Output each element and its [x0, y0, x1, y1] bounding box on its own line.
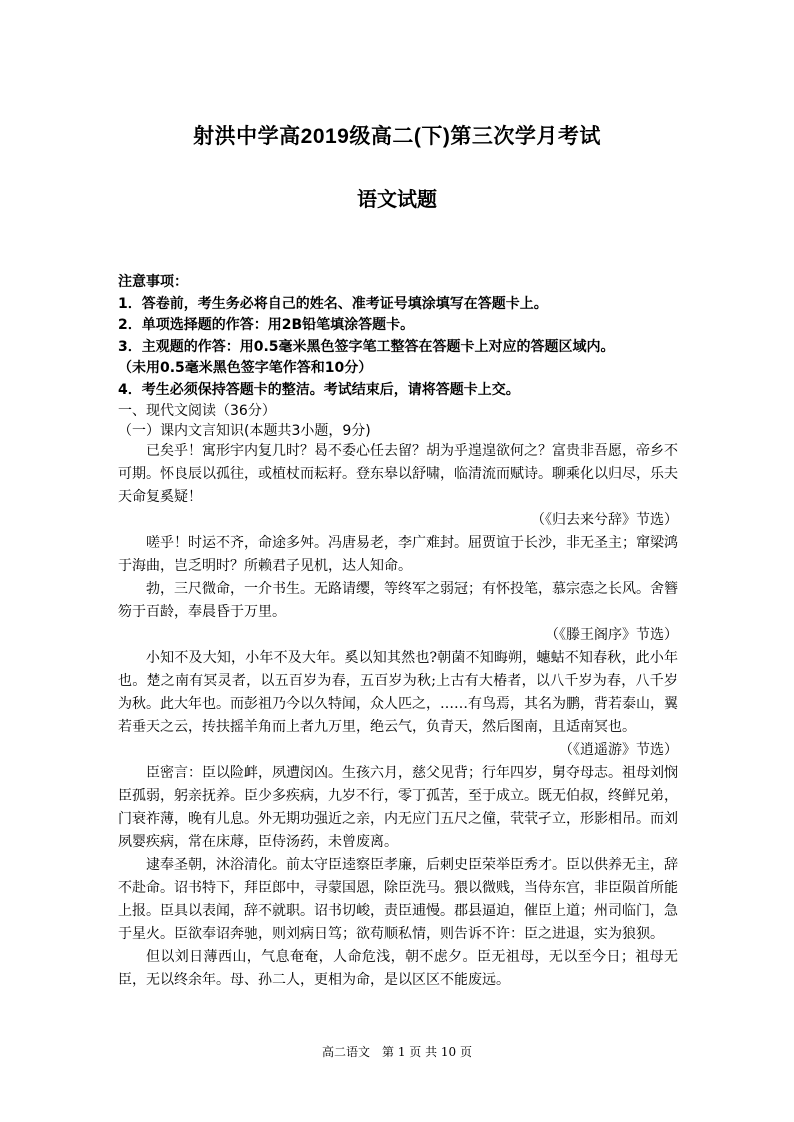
section-heading: 一、现代文阅读（36分） — [118, 403, 276, 419]
passage-paragraph: 嗟乎！时运不齐，命途多舛。冯唐易老，李广难封。屈贾谊于长沙，非无圣主；窜梁鸿于海曲，岂乏明时？所赖君子见机，达人知命。 — [118, 535, 678, 574]
notes-heading: 注意事项： — [118, 274, 188, 290]
page-footer: 高二语文 第 1 页 共 10 页 — [322, 1045, 472, 1059]
passage-source: （《归去来兮辞》节选） — [531, 512, 678, 528]
notes-item: 1．答卷前，考生务必将自己的姓名、准考证号填涂填写在答题卡上。 — [118, 295, 548, 312]
passage-source: （《逍遥游》节选） — [559, 742, 678, 758]
notes-item: （未用0.5毫米黑色签字笔作答和10分） — [118, 360, 373, 376]
passage-paragraph: 逮奉圣朝，沐浴清化。前太守臣逵察臣孝廉，后刺史臣荣举臣秀才。臣以供养无主，辞不赴命。诏书特下，拜臣郎中，寻蒙国恩，除臣洗马。猥以微贱，当侍东宫，非臣陨首所能上报。臣具以表闻，辞不就职。诏书切峻，责臣逋慢。郡县逼迫，催臣上道；州司临门，急于星火。臣欲奉诏奔驰，则刘病日笃；欲苟顺私情，则告诉不许：臣之进退，实为狼狈。 — [118, 857, 678, 942]
page-subtitle: 语文试题 — [357, 189, 437, 211]
notes-item: 3．主观题的作答：用0.5毫米黑色签字笔工整答在答题卡上对应的答题区域内。 — [118, 338, 615, 355]
passage-source: （《滕王阁序》节选） — [545, 627, 678, 643]
notes-item: 4．考生必须保持答题卡的整洁。考试结束后，请将答题卡上交。 — [118, 381, 520, 398]
section-subheading: （一）课内文言知识(本题共3小题，9分) — [118, 423, 371, 439]
passage-paragraph: 勃，三尺微命，一介书生。无路请缨，等终军之弱冠；有怀投笔，慕宗悫之长风。舍簪笏于百龄，奉晨昏于万里。 — [118, 581, 678, 620]
passage-body — [118, 440, 678, 992]
notes-item: 2．单项选择题的作答：用2B铅笔填涂答题卡。 — [118, 317, 415, 333]
passage-paragraph: 但以刘日薄西山，气息奄奄，人命危浅，朝不虑夕。臣无祖母，无以至今日；祖母无臣，无以终余年。母、孙二人，更相为命，是以区区不能废远。 — [118, 949, 678, 988]
exam-notes — [118, 272, 698, 401]
page-title: 射洪中学高2019级高二(下)第三次学月考试 — [193, 125, 601, 148]
passage-paragraph: 臣密言：臣以险衅，夙遭闵凶。生孩六月，慈父见背；行年四岁，舅夺母志。祖母刘悯臣孤弱，躬亲抚养。臣少多疾病，九岁不行，零丁孤苦，至于成立。既无伯叔，终鲜兄弟，门衰祚薄，晚有儿息。外无期功强近之亲，内无应门五尺之僮，茕茕孑立，形影相吊。而刘夙婴疾病，常在床蓐，臣侍汤药，未曾废离。 — [118, 765, 678, 850]
passage-paragraph: 小知不及大知，小年不及大年。奚以知其然也?朝菌不知晦朔，蟪蛄不知春秋，此小年也。楚之南有冥灵者，以五百岁为春，五百岁为秋;上古有大椿者，以八千岁为春，八千岁为秋。此大年也。而彭祖乃今以久特闻，众人匹之，……有鸟焉，其名为鹏，背若泰山，翼若垂天之云，抟扶摇羊角而上者九万里，绝云气，负青天，然后图南，且适南冥也。 — [118, 650, 678, 735]
passage-paragraph: 已矣乎！寓形宇内复几时？曷不委心任去留？胡为乎遑遑欲何之？富贵非吾愿，帝乡不可期。怀良辰以孤往，或植杖而耘耔。登东皋以舒啸，临清流而赋诗。聊乘化以归尽，乐夫天命复奚疑！ — [118, 443, 678, 505]
